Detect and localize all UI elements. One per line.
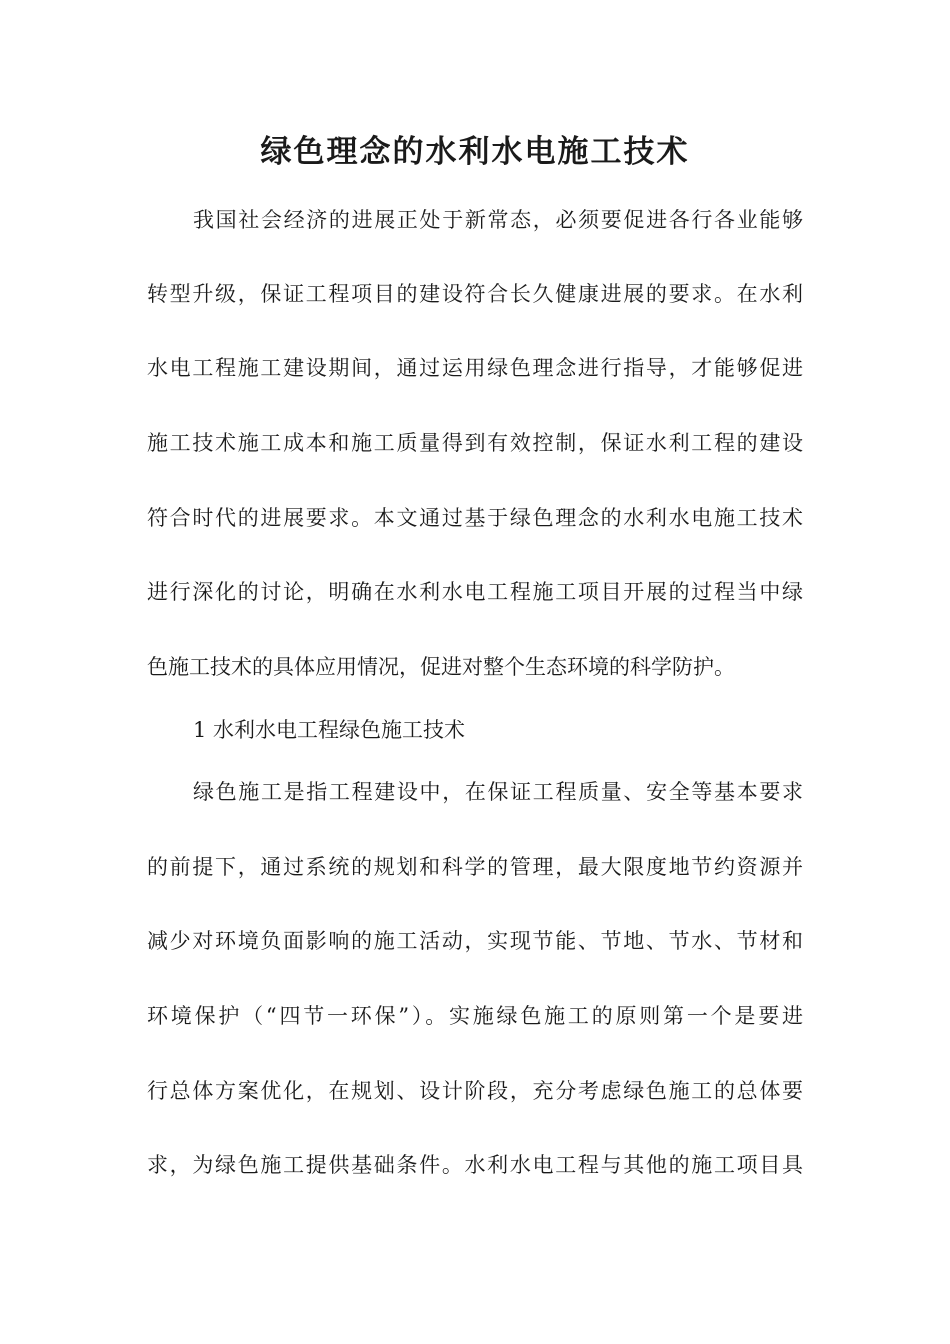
paragraph-1-line-7: 色施工技术的具体应用情况，促进对整个生态环境的科学防护。 [147, 655, 735, 679]
paragraph-1-line-2: 转型升级，保证工程项目的建设符合长久健康进展的要求。在水利 [147, 282, 803, 306]
paragraph-1-line-6: 进行深化的讨论，明确在水利水电工程施工项目开展的过程当中绿 [147, 580, 803, 604]
paragraph-1-line-1: 我国社会经济的进展正处于新常态，必须要促进各行各业能够 [193, 208, 803, 232]
section-1-heading: 1 水利水电工程绿色施工技术 [193, 718, 466, 742]
document-title: 绿色理念的水利水电施工技术 [260, 134, 690, 170]
paragraph-2-line-2: 的前提下，通过系统的规划和科学的管理，最大限度地节约资源并 [147, 855, 803, 879]
paragraph-2-line-3: 减少对环境负面影响的施工活动，实现节能、节地、节水、节材和 [147, 929, 803, 953]
paragraph-2-line-1: 绿色施工是指工程建设中，在保证工程质量、安全等基本要求 [193, 780, 803, 804]
paragraph-1-line-3: 水电工程施工建设期间，通过运用绿色理念进行指导，才能够促进 [147, 356, 803, 380]
paragraph-2-line-4: 环境保护（“四节一环保”）。实施绿色施工的原则第一个是要进 [147, 1004, 803, 1028]
paragraph-2-line-5: 行总体方案优化，在规划、设计阶段，充分考虑绿色施工的总体要 [147, 1079, 803, 1103]
paragraph-1-line-5: 符合时代的进展要求。本文通过基于绿色理念的水利水电施工技术 [147, 506, 803, 530]
paragraph-1-line-4: 施工技术施工成本和施工质量得到有效控制，保证水利工程的建设 [147, 431, 803, 455]
paragraph-2-line-6: 求，为绿色施工提供基础条件。水利水电工程与其他的施工项目具 [147, 1153, 803, 1177]
